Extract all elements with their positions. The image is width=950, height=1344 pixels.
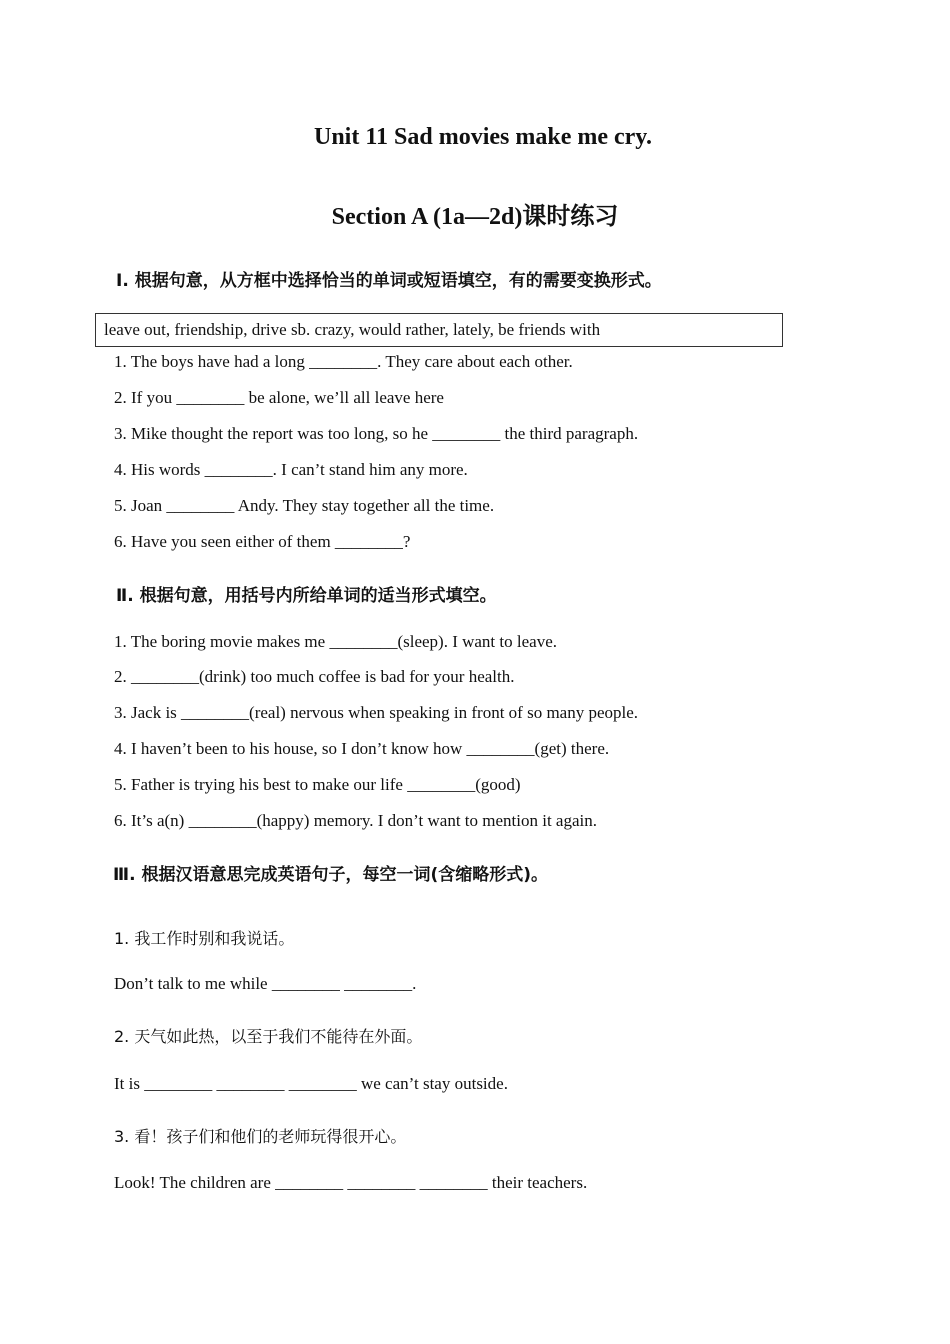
part2-item: 1. The boring movie makes me ________(sleep). I want to leave. bbox=[114, 632, 557, 651]
part2-item: 3. Jack is ________(real) nervous when speaking in front of so many people. bbox=[114, 703, 639, 722]
part3-english-sentence: Look! The children are ________ ________ ________ their teachers. bbox=[114, 1173, 588, 1192]
part3-english-sentence: It is ________ ________ ________ we can’t stay outside. bbox=[114, 1074, 508, 1093]
part3-chinese-prompt: 1. 我工作时别和我说话。 bbox=[114, 929, 295, 948]
part1-item: 6. Have you seen either of them ________? bbox=[114, 532, 411, 551]
part2-item: 4. I haven’t been to his house, so I don’t know how ________(get) there. bbox=[114, 739, 610, 758]
part2-item: 2. ________(drink) too much coffee is bad for your health. bbox=[114, 667, 515, 686]
page-subtitle: Section A (1a—2d)课时练习 bbox=[331, 204, 619, 230]
part1-item: 4. His words ________. I can’t stand him any more. bbox=[114, 460, 468, 479]
part1-item: 2. If you ________ be alone, we’ll all leave here bbox=[114, 388, 444, 407]
part1-item: 1. The boys have had a long ________. They care about each other. bbox=[114, 352, 573, 371]
part1-item: 3. Mike thought the report was too long, so he ________ the third paragraph. bbox=[114, 424, 639, 443]
part2-heading: Ⅱ. 根据句意，用括号内所给单词的适当形式填空。 bbox=[116, 586, 497, 606]
part3-chinese-prompt: 2. 天气如此热，以至于我们不能待在外面。 bbox=[114, 1027, 423, 1046]
part1-item: 5. Joan ________ Andy. They stay together all the time. bbox=[114, 496, 495, 515]
part2-item: 6. It’s a(n) ________(happy) memory. I don’t want to mention it again. bbox=[114, 811, 597, 830]
part3-heading: Ⅲ. 根据汉语意思完成英语句子，每空一词(含缩略形式)。 bbox=[113, 865, 548, 885]
part3-chinese-prompt: 3. 看！孩子们和他们的老师玩得很开心。 bbox=[114, 1127, 407, 1146]
part3-english-sentence: Don’t talk to me while ________ ________. bbox=[114, 974, 417, 993]
page-title: Unit 11 Sad movies make me cry. bbox=[314, 124, 652, 150]
part1-heading: Ⅰ. 根据句意，从方框中选择恰当的单词或短语填空，有的需要变换形式。 bbox=[116, 271, 662, 291]
part2-item: 5. Father is trying his best to make our life ________(good) bbox=[114, 775, 521, 794]
word-box: leave out, friendship, drive sb. crazy, would rather, lately, be friends with bbox=[95, 313, 783, 347]
